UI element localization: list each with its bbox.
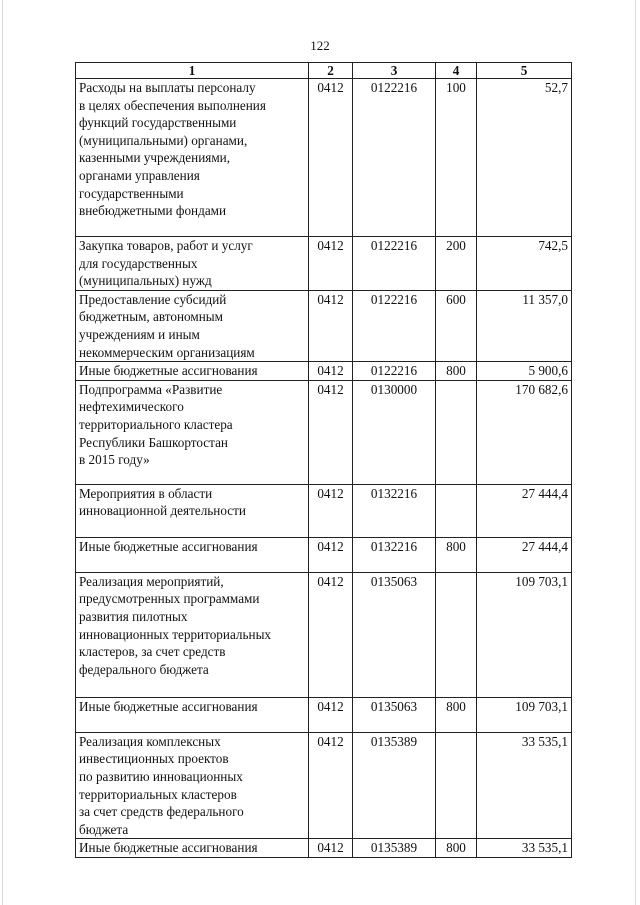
- column-header-5: 5: [477, 63, 572, 79]
- row-amount: 52,7: [477, 79, 572, 237]
- row-amount: 27 444,4: [477, 484, 572, 537]
- row-name: Мероприятия в области инновационной деятельности: [76, 484, 309, 537]
- table-row: [76, 572, 572, 697]
- table-row: [76, 484, 572, 537]
- row-name: Иные бюджетные ассигнования: [76, 697, 309, 732]
- row-section-code: 0412: [309, 290, 353, 361]
- row-target-code: 0132216: [353, 537, 436, 572]
- row-target-code: 0122216: [353, 237, 436, 291]
- row-target-code: 0130000: [353, 380, 436, 484]
- row-amount: 170 682,6: [477, 380, 572, 484]
- row-section-code: 0412: [309, 572, 353, 697]
- row-expense-type: [436, 484, 477, 537]
- scan-edge-right: [635, 0, 636, 905]
- table-row: [76, 290, 572, 361]
- row-amount: 33 535,1: [477, 732, 572, 839]
- row-expense-type: [436, 732, 477, 839]
- row-expense-type: 200: [436, 237, 477, 291]
- row-section-code: 0412: [309, 237, 353, 291]
- row-target-code: 0122216: [353, 362, 436, 381]
- table-row: [76, 839, 572, 858]
- row-amount: 11 357,0: [477, 290, 572, 361]
- row-amount: 109 703,1: [477, 572, 572, 697]
- row-expense-type: [436, 380, 477, 484]
- row-name: Подпрограмма «Развитие нефтехимического территориального кластера Республики Башкортостан в 2015 году»: [76, 380, 309, 484]
- row-expense-type: 800: [436, 697, 477, 732]
- row-amount: 742,5: [477, 237, 572, 291]
- table-row: [76, 79, 572, 237]
- row-target-code: 0132216: [353, 484, 436, 537]
- column-header-2: 2: [309, 63, 353, 79]
- row-target-code: 0135063: [353, 697, 436, 732]
- page-number: 122: [310, 38, 330, 53]
- row-amount: 109 703,1: [477, 697, 572, 732]
- row-target-code: 0135389: [353, 732, 436, 839]
- row-expense-type: 600: [436, 290, 477, 361]
- row-name: Расходы на выплаты персоналу в целях обеспечения выполнения функций государственными (муниципальными) органами, казенными учреждениями, органами управления государственными внебюджетными фондами: [76, 79, 309, 237]
- row-expense-type: [436, 572, 477, 697]
- row-name: Иные бюджетные ассигнования: [76, 362, 309, 381]
- row-amount: 5 900,6: [477, 362, 572, 381]
- row-amount: 27 444,4: [477, 537, 572, 572]
- row-section-code: 0412: [309, 732, 353, 839]
- row-target-code: 0135389: [353, 839, 436, 858]
- table-row: [76, 362, 572, 381]
- column-header-4: 4: [436, 63, 477, 79]
- table-row: [76, 380, 572, 484]
- row-expense-type: 800: [436, 362, 477, 381]
- table-row: [76, 237, 572, 291]
- row-name: Иные бюджетные ассигнования: [76, 839, 309, 858]
- row-name: Реализация комплексных инвестиционных проектов по развитию инновационных территориальных кластеров за счет средств федерального бюджета: [76, 732, 309, 839]
- row-target-code: 0122216: [353, 79, 436, 237]
- row-expense-type: 100: [436, 79, 477, 237]
- row-section-code: 0412: [309, 484, 353, 537]
- row-section-code: 0412: [309, 537, 353, 572]
- row-expense-type: 800: [436, 537, 477, 572]
- table-row: [76, 732, 572, 839]
- column-header-1: 1: [76, 63, 309, 79]
- row-section-code: 0412: [309, 697, 353, 732]
- row-name: Иные бюджетные ассигнования: [76, 537, 309, 572]
- table-row: [76, 697, 572, 732]
- row-name: Реализация мероприятий, предусмотренных программами развития пилотных инновационных территориальных кластеров, за счет средств федерального бюджета: [76, 572, 309, 697]
- row-section-code: 0412: [309, 380, 353, 484]
- row-section-code: 0412: [309, 362, 353, 381]
- row-target-code: 0122216: [353, 290, 436, 361]
- row-name: Закупка товаров, работ и услуг для государственных (муниципальных) нужд: [76, 237, 309, 291]
- row-target-code: 0135063: [353, 572, 436, 697]
- table-header-row: [76, 63, 572, 79]
- column-header-3: 3: [353, 63, 436, 79]
- table-row: [76, 537, 572, 572]
- budget-table: [75, 62, 572, 858]
- row-section-code: 0412: [309, 79, 353, 237]
- scan-edge-left: [2, 0, 3, 905]
- row-name: Предоставление субсидий бюджетным, автономным учреждениям и иным некоммерческим организациям: [76, 290, 309, 361]
- row-amount: 33 535,1: [477, 839, 572, 858]
- row-expense-type: 800: [436, 839, 477, 858]
- row-section-code: 0412: [309, 839, 353, 858]
